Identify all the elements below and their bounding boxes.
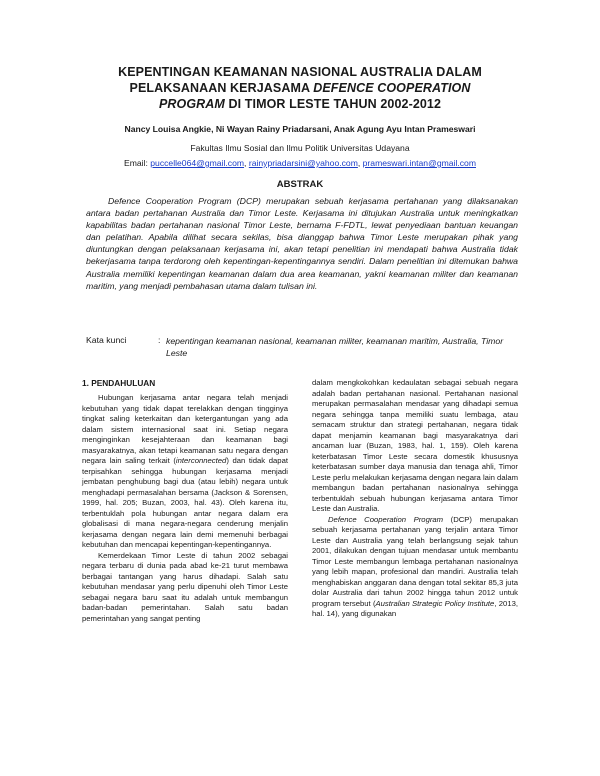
paragraph: Kemerdekaan Timor Leste di tahun 2002 sebagai negara terbaru di dunia pada abad ke-21 turut membawa berbagai tantangan yang harus dihadapi. Salah satu kebutuhan mendasar yang perlu dipenuhi oleh Timor Leste sebagai negara baru saat itu adalah untuk membangun badan-badan pemerintahan. Salah satu badan pemerintahan yang sangat penting [82,550,288,623]
keywords-label: Kata kunci [86,335,127,345]
body-column-right [312,378,518,620]
email-line [40,158,560,168]
title-line-2: PELAKSANAAN KERJASAMA [129,81,310,95]
title-line-3: DI TIMOR LESTE TAHUN 2002-2012 [228,97,442,111]
text-run: (DCP) merupakan sebuah kerjasama pertahanan yang terjalin antara Timor Leste dan Australia yang telah berlangsung sejak tahun 2001, dilakukan dengan tujuan mendasar untuk membantu Timor Leste membangun lembaga pertahanan nasionalnya yang lebih mapan, profesional dan mandiri. Australia telah menghabiskan anggaran dana dengan total sekitar 85,3 juta dolar Australia dari tahun 2002 hingga tahun 2012 untuk program tersebut ( [312,514,518,608]
italic-term: interconnected [175,456,227,465]
body-column-left [82,393,288,624]
abstract-heading: ABSTRAK [276,179,324,190]
affiliation: Fakultas Ilmu Sosial dan Ilmu Politik Universitas Udayana [190,143,410,153]
italic-citation: Australian Strategic Policy Institute [375,598,495,608]
email-separator: , [357,158,361,168]
paper-title [60,64,540,112]
keywords-text: kepentingan keamanan nasional, keamanan militer, keamanan maritim, Australia, Timor Leste [166,336,504,358]
text-run: Hubungan kerjasama antar negara telah menjadi kebutuhan yang tidak dapat terelakkan dengan tingginya tingkat saling keterkaitan dan ketergantungan yang ada dalam sistem internasional saat ini. Setiap negara menginginkan kesejahteraan dan keamanan bagi masyarakatnya, akan tetapi keamanan satu negara dengan negara lain saling terkait ( [82,393,288,465]
italic-term: Defence Cooperation Program [328,514,444,524]
section-heading: 1. PENDAHULUAN [82,378,156,388]
title-line-2-italic: DEFENCE COOPERATION [313,81,471,95]
title-line-3-italic: PROGRAM [158,97,225,111]
keywords-colon: : [158,335,161,345]
abstract-text: Defence Cooperation Program (DCP) merupakan sebuah kerjasama pertahanan yang dilaksanakan antara badan pertahanan Australia dan Timor Leste. Kerjasama ini ditujukan Australia untuk meningkatkan kapabilitas badan pertahanan nasional Timor Leste, bernama F-FDTL, lewat penyediaan bantuan keuangan dan pelatihan. Apabila dilihat secara sekilas, bisa dianggap bahwa Timor Leste merupakan pihak yang diuntungkan dengan pelaksanaan kerjasama ini, akan tetapi penelitian ini mendapati bahwa Australia tidak bekerjasama tanpa terdorong oleh kepentingan-kepentingannya sendiri. Dalam penelitian ini ditemukan bahwa Australia memiliki kepentingan keamanan dalam dua area keamanan, yakni keamanan militer dan keamanan maritim, yang menjadi pembahasan utama dalam tulisan ini. [86,196,518,291]
paragraph [312,515,518,620]
email-separator: , [244,158,247,168]
text-run: ) dan tidak dapat terpisahkan sehingga hubungan kerjasama menjadi jembatan penghubung bagi dua (atau lebih) negara untuk menghadapi permasalahan bersama (Jackson & Sorensen, 1999, hal. 205; Buzan, 2003, hal. 43). Oleh karena itu, terbentuklah pola hubungan antar negara dalam era globalisasi di mana negara-negara cenderung menjalin kerjasama dengan negara lain demi memenuhi berbagai kebutuhan dan mencapai kepentingan-kepentingannya. [82,456,288,549]
email-link-2[interactable]: rainypriadarsini@yahoo.com [248,158,358,168]
email-link-3[interactable]: prameswari.intan@gmail.com [362,158,476,168]
text-run: , 2013, hal. 14), yang digunakan [312,598,519,618]
email-link-1[interactable]: puccelle064@gmail.com [150,158,245,168]
title-line-1: KEPENTINGAN KEAMANAN NASIONAL AUSTRALIA DALAM [118,65,482,79]
paragraph: dalam mengkokohkan kedaulatan sebagai sebuah negara adalah badan pertahanan nasional. Pertahanan nasional merupakan permasalahan mendasar yang dihadapi semua negara sehingga tanpa memiliki suatu lembaga, atau semacam struktur dan strategi pertahanan, negara tidak dapat menjamin keamanan bagi masyarakatnya dari ancaman luar (Buzan, 1983, hal. 1, 159). Oleh karena keterbatasan Timor Leste secara domestik khususnya keterbatasan sumber daya manusia dan tenaga ahli, Timor Leste perlu melakukan kerjasama dengan negara lain dalam membangun badan pertahanan nasionalnya sehingga terbentuklah sebuah hubungan kerjasama antara Timor Leste dan Australia. [312,378,518,513]
paragraph [82,393,288,551]
author-list: Nancy Louisa Angkie, Ni Wayan Rainy Priadarsani, Anak Agung Ayu Intan Prameswari [124,124,476,134]
email-label: Email: [124,158,148,168]
